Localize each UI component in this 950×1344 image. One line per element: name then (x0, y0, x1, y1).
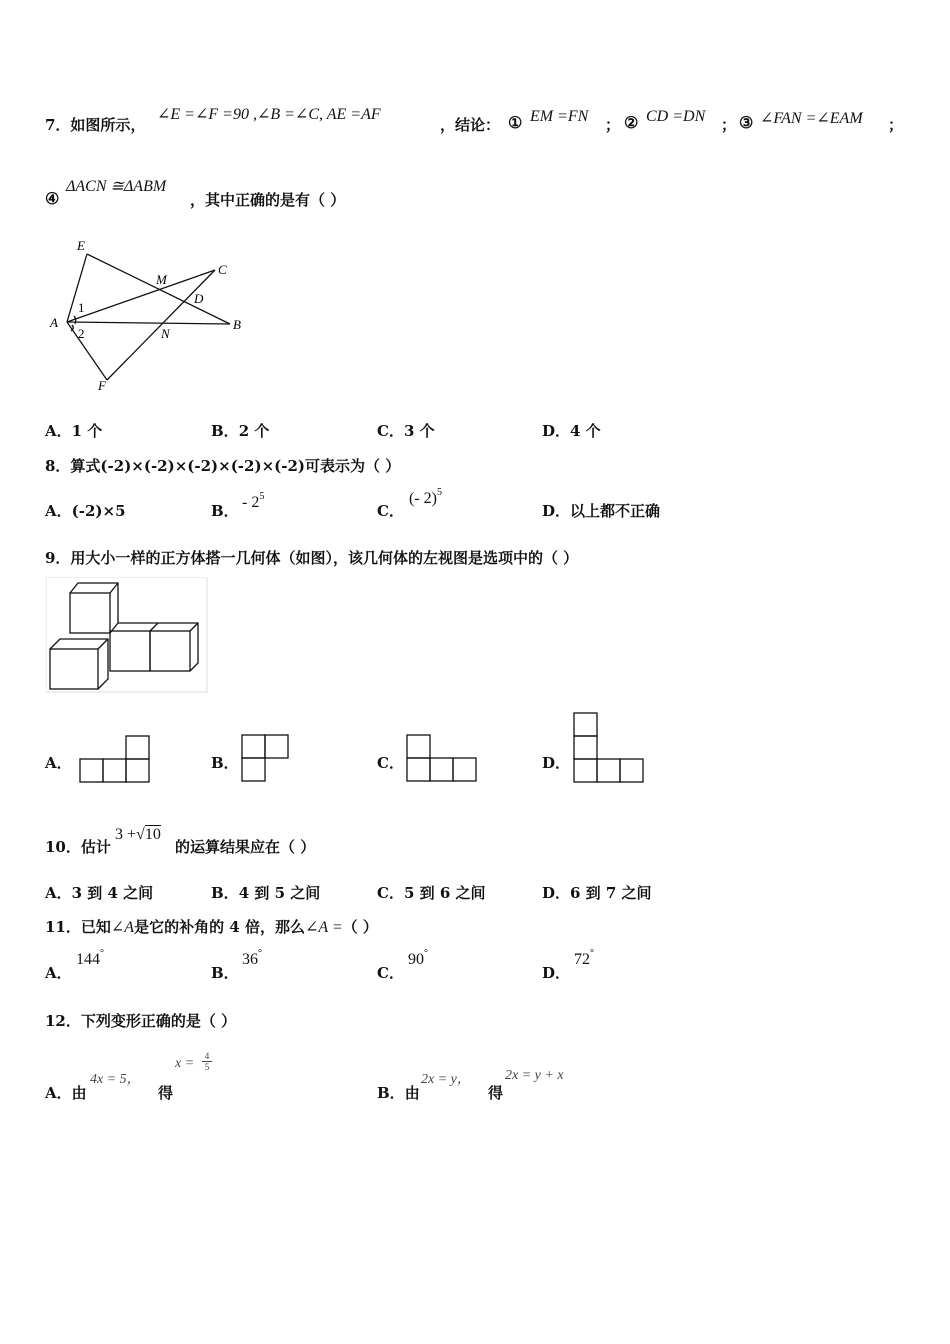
q7-c1-mark: ① (508, 113, 523, 132)
degree-symbol: ° (424, 948, 428, 959)
q8-option-b-expr (242, 491, 265, 512)
square (242, 735, 265, 758)
option-letter: A． (45, 1084, 72, 1102)
option-text: 5 到 6 之间 (403, 884, 486, 902)
cube-top-front (70, 593, 110, 633)
cube-row-edge-1 (150, 623, 158, 631)
square (574, 736, 597, 759)
label-d: D (194, 291, 204, 306)
square (574, 713, 597, 736)
cube-right-front (150, 631, 190, 671)
option-letter: C． (377, 422, 404, 440)
q7-option-b[interactable] (211, 420, 269, 441)
label-c: C (218, 262, 227, 277)
square (80, 759, 103, 782)
q9-option-a[interactable]: A． (45, 754, 72, 772)
label-angle-2: 2 (78, 326, 85, 341)
label-angle-1: 1 (78, 300, 85, 315)
q9-option-d-view (572, 711, 648, 785)
label-f: F (98, 378, 106, 393)
option-letter: A． (45, 422, 72, 440)
q8-option-d[interactable] (542, 500, 660, 521)
option-letter: A． (45, 502, 72, 520)
degree-symbol: ° (100, 948, 104, 959)
q12-a-fraction (202, 1051, 212, 1072)
q8-option-b[interactable] (211, 500, 239, 521)
q11-option-b-value (242, 948, 262, 969)
cube-front-left-edge (98, 639, 108, 649)
q9-option-d[interactable]: D． (542, 754, 571, 772)
q12-a-eq1: 4x = 5， (90, 1072, 141, 1087)
square (574, 759, 597, 782)
q11-middle: 是它的补角的 4 倍，那么 (134, 918, 305, 936)
q7-c2: CD =DN (646, 108, 706, 125)
option-letter: B． (211, 502, 239, 520)
q7-c4: ΔACN ≅ΔABM (66, 178, 167, 195)
option-letter: D． (542, 884, 571, 902)
q12-a-lhs: x = (175, 1056, 195, 1071)
q11-option-c[interactable]: C． (377, 964, 404, 982)
q9-option-c-view (405, 733, 481, 785)
option-text: 4 个 (570, 422, 601, 440)
square (126, 736, 149, 759)
q7-sep3: ； (888, 116, 904, 134)
option-text: 以上都不正确 (570, 502, 661, 520)
q11-option-d[interactable]: D． (542, 964, 571, 982)
q10-expr (115, 826, 161, 844)
power-base: (- 2) (409, 490, 437, 507)
q8-option-c-expr (409, 487, 442, 508)
angle-value: 90 (408, 951, 424, 968)
square (242, 758, 265, 781)
q9-option-b-view (240, 733, 292, 785)
option-letter: D． (542, 422, 571, 440)
fraction-denominator: 5 (204, 1062, 210, 1072)
q7-stem (45, 114, 145, 135)
sqrt-icon: √ (136, 826, 145, 843)
q11-angle: ∠A (110, 919, 135, 936)
q12-stem: 12．下列变形正确的是（ ） (45, 1012, 237, 1030)
q11-option-c-value (408, 948, 428, 969)
angle-value: 36 (242, 951, 258, 968)
q11-angle2: ∠A = (304, 919, 343, 936)
option-letter: D． (542, 502, 571, 520)
q7-option-a[interactable] (45, 420, 102, 441)
square (265, 735, 288, 758)
q7-figure (40, 232, 260, 397)
q12-b-eq2: 2x = y + x (505, 1068, 564, 1083)
q12-option-b[interactable] (377, 1082, 420, 1103)
q10-suffix: 的运算结果应在（ ） (175, 838, 316, 856)
q9-option-c[interactable]: C． (377, 754, 404, 772)
q10-option-d[interactable] (542, 882, 652, 903)
angle-value: 144 (76, 951, 100, 968)
q7-c4-mark: ④ (45, 189, 60, 208)
q7-sep1: ； (605, 116, 621, 134)
square (453, 758, 476, 781)
cube-mid-front (110, 631, 150, 671)
degree-symbol: ° (590, 948, 594, 959)
q7-sep2: ； (721, 116, 737, 134)
angle-value: 72 (574, 951, 590, 968)
option-letter: B． (377, 1084, 405, 1102)
label-e: E (77, 238, 85, 253)
option-letter: B． (211, 422, 239, 440)
option-text: 6 到 7 之间 (570, 884, 652, 902)
q11-option-a[interactable]: A． (45, 964, 72, 982)
option-letter: C． (377, 884, 404, 902)
segment-ac (67, 270, 215, 322)
q10-prefix: 10．估计 (45, 838, 111, 856)
q12-a-de: 得 (158, 1084, 174, 1102)
q7-c2-mark: ② (624, 113, 639, 132)
option-letter: C． (377, 502, 404, 520)
q8-option-c[interactable] (377, 500, 404, 521)
power-exponent: 5 (259, 491, 265, 502)
radicand: 10 (144, 826, 161, 843)
cube-front-left-side (50, 639, 108, 689)
q12-b-eq1: 2x = y， (421, 1072, 471, 1087)
q7-tail: ，其中正确的是有（ ） (190, 191, 346, 209)
label-n: N (161, 326, 170, 341)
q10-option-c[interactable] (377, 882, 486, 903)
q11-option-a-value (76, 948, 104, 969)
segment-af (67, 322, 107, 380)
option-letter: A． (45, 884, 72, 902)
power-exponent: 5 (436, 487, 442, 498)
label-m: M (156, 272, 167, 287)
q7-c1: EM =FN (530, 108, 589, 125)
cube-top-edge (110, 583, 118, 593)
square (430, 758, 453, 781)
q9-stem: 9．用大小一样的正方体搭一几何体（如图），该几何体的左视图是选项中的（ ） (45, 549, 579, 567)
option-text: 2 个 (238, 422, 270, 440)
label-a: A (50, 315, 58, 330)
option-text: 3 个 (403, 422, 435, 440)
q11-prefix: 11．已知 (45, 918, 111, 936)
option-text: 1 个 (71, 422, 103, 440)
option-text: 4 到 5 之间 (238, 884, 321, 902)
label-b: B (233, 317, 241, 332)
square (103, 759, 126, 782)
option-letter: B． (211, 884, 239, 902)
segment-ab (67, 322, 230, 324)
option-word-you: 由 (71, 1084, 87, 1102)
q9-option-a-view (78, 735, 152, 785)
square (126, 759, 149, 782)
cube-top-side (70, 583, 118, 633)
q12-option-a[interactable] (45, 1082, 87, 1103)
cube-front-left-front (50, 649, 98, 689)
q7-option-c[interactable] (377, 420, 435, 441)
square (597, 759, 620, 782)
cube-row-edge-2 (190, 623, 198, 631)
cube-row-top-back (118, 623, 198, 671)
q10-option-b[interactable] (211, 882, 320, 903)
q7-conclusion-label: ，结论： (440, 116, 501, 134)
segment-eb (87, 254, 230, 324)
option-text: (-2)×5 (71, 502, 126, 520)
q9-option-b[interactable]: B． (211, 754, 239, 772)
q10-option-a[interactable] (45, 882, 153, 903)
q11-stem (45, 916, 378, 937)
option-word-you: 由 (404, 1084, 420, 1102)
square (407, 735, 430, 758)
q7-c3: ∠FAN =∠EAM (760, 110, 863, 127)
q8-stem: 8．算式(-2)×(-2)×(-2)×(-2)×(-2)可表示为（ ） (45, 457, 401, 475)
q7-given: ∠E =∠F =90 ,∠B =∠C, AE =AF (157, 106, 381, 123)
power-base: - 2 (242, 494, 260, 511)
fraction-numerator: 4 (202, 1051, 212, 1062)
q9-cube-figure (46, 577, 208, 693)
q8-option-a[interactable] (45, 500, 126, 521)
q11-suffix: （ ） (342, 918, 378, 936)
square (620, 759, 643, 782)
q11-option-b[interactable]: B． (211, 964, 239, 982)
degree-symbol: ° (258, 948, 262, 959)
q7-prefix: 7．如图所示， (45, 116, 146, 134)
q12-b-de: 得 (488, 1084, 504, 1102)
option-text: 3 到 4 之间 (71, 884, 154, 902)
expr-term: 3 + (115, 826, 137, 843)
q7-c3-mark: ③ (739, 113, 754, 132)
q7-option-d[interactable] (542, 420, 601, 441)
q11-option-d-value (574, 948, 594, 969)
square (407, 758, 430, 781)
